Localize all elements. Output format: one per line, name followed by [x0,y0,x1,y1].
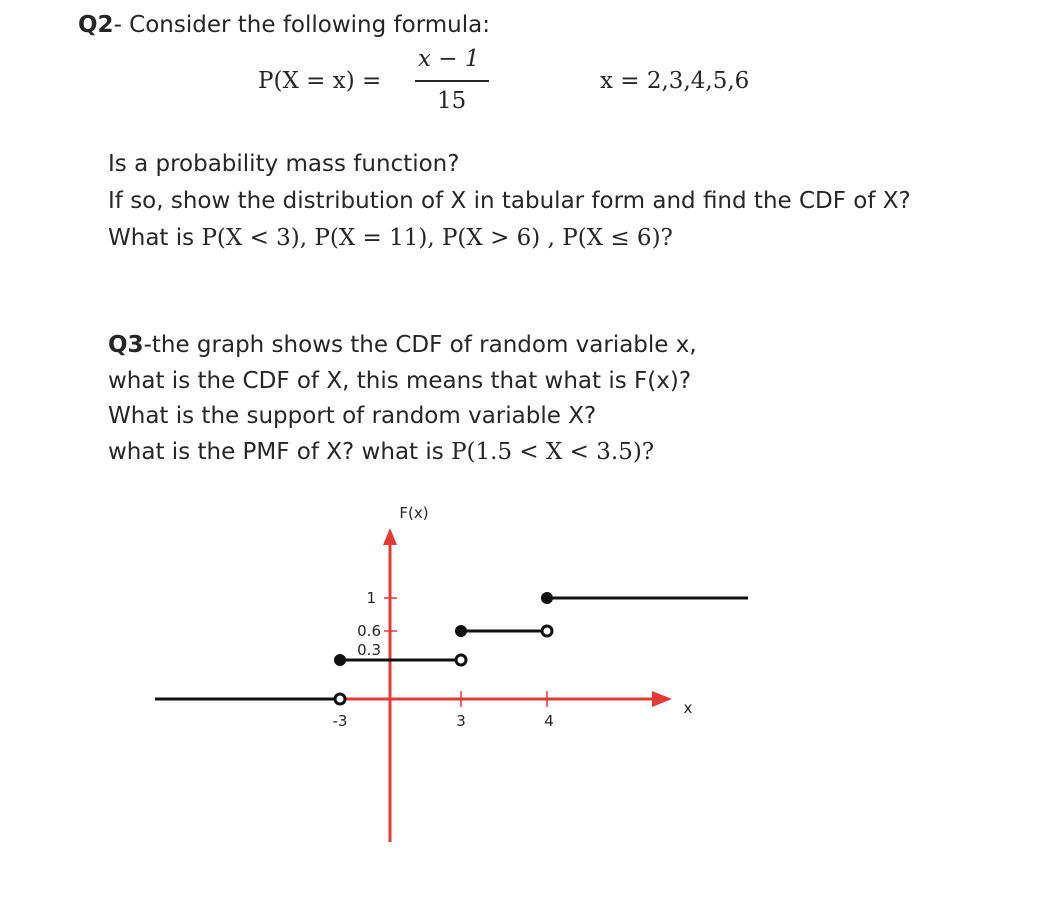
graph-steps [155,592,748,704]
q3-label: Q3 [108,332,144,358]
q3-question-3: What is the support of random variable X? [108,403,597,429]
y-tick-label-0.6: 0.6 [357,622,381,640]
q2-title-text: - Consider the following formula: [113,12,490,38]
cdf-open-point-2 [542,626,552,636]
q3-q4-math: P(1.5 < X < 3.5)? [451,439,655,465]
x-tick-label-3: 3 [456,712,466,730]
formula-x-range: x = 2,3,4,5,6 [600,68,750,94]
q3-question-2: what is the CDF of X, this means that what is F(x)? [108,368,692,394]
y-axis-arrow [383,528,397,545]
q3-line1-text: -the graph shows the CDF of random variable x, [143,332,697,358]
x-tick-label-neg3: -3 [332,712,348,730]
cdf-closed-point-1 [334,654,346,666]
y-tick-label-0.3: 0.3 [357,641,381,659]
y-tick-label-1: 1 [366,589,376,607]
x-axis-arrow [652,691,672,707]
y-axis-label: F(x) [399,504,429,522]
formula-lhs: P(X = x) = [258,68,382,94]
cdf-open-point-1 [456,655,466,665]
cdf-open-point-0 [335,694,345,704]
q2-label: Q2 [78,12,114,38]
x-tick-label-4: 4 [544,712,554,730]
formula-denominator: 15 [437,88,467,114]
cdf-closed-point-3 [541,592,553,604]
formula-numerator: x − 1 [418,46,480,72]
q2-question-1: Is a probability mass function? [108,151,460,177]
x-axis-label: x [683,699,693,717]
cdf-closed-point-2 [455,625,467,637]
q2-q3-math: P(X < 3), P(X = 11), P(X > 6) , P(X ≤ 6)? [201,225,673,251]
q2-q3-prefix: What is [108,225,202,251]
graph-axes [160,528,672,842]
q2-question-2: If so, show the distribution of X in tabular form and find the CDF of X? [108,188,911,214]
q3-q4-prefix: what is the PMF of X? what is [108,439,452,465]
